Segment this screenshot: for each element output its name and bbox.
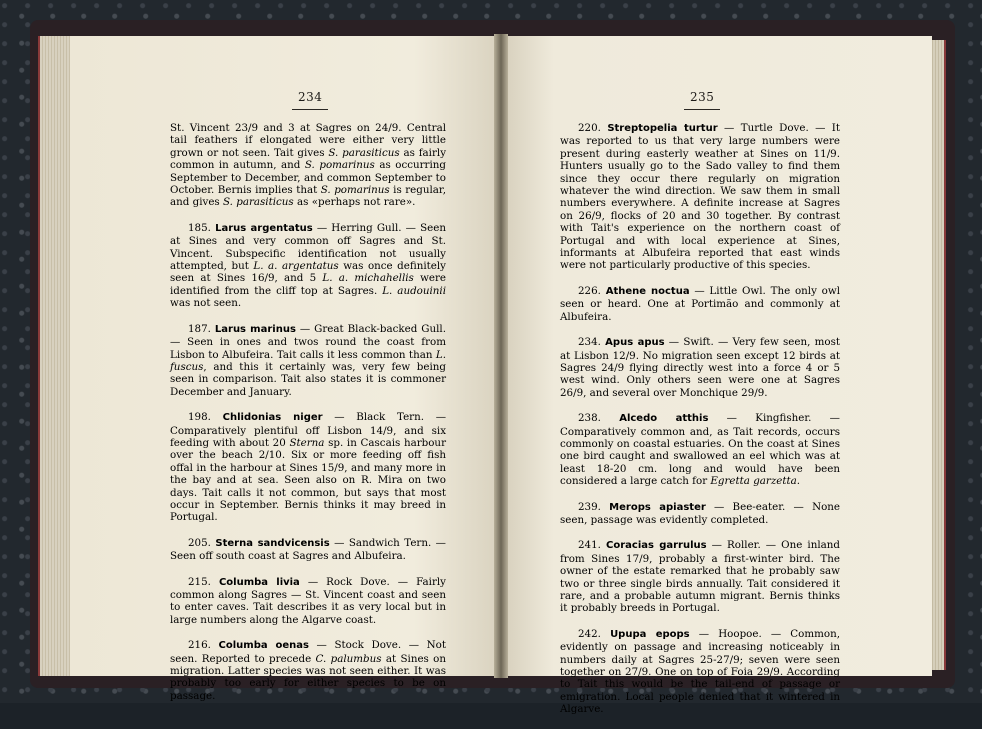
species-name: Columba livia bbox=[218, 576, 300, 588]
species-entry-p220 bbox=[560, 122, 840, 272]
page-number: 234 bbox=[298, 90, 323, 104]
page-number: 235 bbox=[690, 90, 715, 104]
species-name: Coracias garrulus bbox=[606, 540, 707, 552]
italic-taxon: L. a. argentatus bbox=[253, 260, 339, 273]
species-entry-p198 bbox=[170, 411, 446, 524]
page-edges-left bbox=[38, 36, 74, 676]
entry-text: , and this it certainly was, very few being seen in comparison. Tait also states it is commoner December and January. bbox=[170, 360, 446, 398]
entry-text: was not seen. bbox=[170, 297, 242, 310]
italic-taxon: L. a. michahellis bbox=[322, 272, 414, 285]
species-name: Athene noctua bbox=[605, 285, 690, 297]
entry-text: — Roller. — One inland from Sines 17/9, probably a first-winter bird. The owner of the estate remarked that he probably saw two or three single birds annually. Tait considered it rare, and a probable autumn migrant. Bernis thinks it probably breeds in Portugal. bbox=[560, 539, 840, 615]
species-entry-p241 bbox=[560, 539, 840, 614]
entry-text: as occurring September to December, and common September to October. Bernis implies that bbox=[170, 159, 446, 197]
species-entry-p205 bbox=[170, 537, 446, 563]
entry-text: 215. bbox=[188, 575, 219, 588]
species-name: Larus marinus bbox=[214, 323, 296, 335]
species-name: Merops apiaster bbox=[609, 501, 706, 513]
entry-text: 242. bbox=[578, 627, 611, 640]
entry-text: 239. bbox=[578, 500, 610, 513]
right-page-text bbox=[560, 122, 840, 729]
species-name: Alcedo atthis bbox=[619, 413, 709, 425]
italic-taxon: S. parasiticus bbox=[328, 146, 400, 159]
species-entry-p238 bbox=[560, 412, 840, 487]
italic-taxon: S. parasiticus bbox=[223, 196, 294, 209]
entry-text: 234. bbox=[578, 336, 606, 349]
entry-text: — Little Owl. The only owl seen or heard. One at Portimão and commonly at Albufeira. bbox=[560, 284, 840, 323]
species-name: Sterna sandvicensis bbox=[215, 537, 330, 549]
entry-text: were identified from the cliff top at Sagres. bbox=[170, 272, 446, 297]
page-edges-right bbox=[930, 40, 946, 670]
entry-text: at Sines on migration. Latter species was not seen either. It was probably too early for either species to be on passage. bbox=[170, 652, 446, 702]
italic-taxon: Sterna bbox=[289, 436, 325, 449]
italic-taxon: S. pomarinus bbox=[320, 184, 390, 197]
species-name: Chlidonias niger bbox=[222, 412, 323, 424]
species-name: Columba oenas bbox=[218, 640, 309, 652]
book-gutter bbox=[494, 34, 508, 678]
species-entry-p187 bbox=[170, 323, 446, 398]
entry-text: 241. bbox=[578, 539, 606, 552]
entry-text: 238. bbox=[578, 412, 620, 425]
entry-text: 185. bbox=[188, 221, 216, 234]
entry-text: — Bee-eater. — None seen, passage was evidently completed. bbox=[560, 500, 841, 526]
entry-text: — Hoopoe. — Common, evidently on passage and increasing noticeably in numbers daily at Sagres 25-27/9; seven were seen together on 27/9. One on top of Foia 29/9. According to Tait this would be the tail-end of passage or emigration. Local people denied that it wintered in Algarve. bbox=[560, 627, 840, 716]
species-name: Apus apus bbox=[605, 337, 665, 349]
species-name: Larus argentatus bbox=[215, 222, 313, 234]
species-entry-p185 bbox=[170, 222, 446, 310]
entry-text: . bbox=[796, 475, 801, 488]
left-page-text bbox=[170, 122, 446, 715]
italic-taxon: L. audouinii bbox=[382, 284, 447, 297]
entry-text: 187. bbox=[188, 322, 215, 335]
entry-text: — Swift. — Very few seen, most at Lisbon 12/9. No migration seen except 12 birds at Sagres 24/9 flying directly west into a force 4 or 5 west wind. Only others seen were one at Sagres 26/9, and several over Monchique 29/9. bbox=[560, 336, 840, 399]
entry-text: 226. bbox=[578, 284, 606, 297]
entry-text: 198. bbox=[188, 411, 223, 424]
species-name: Upupa epops bbox=[610, 628, 690, 640]
entry-text: — Turtle Dove. — It was reported to us that very large numbers were present during easterly weather at Sines on 11/9. Hunters usually go to the Sado valley to find them since they occur there regularly on migration whatever the wind direction. We saw them in small numbers everywhere. A definite increase at Sagres on 26/9, flocks of 20 and 30 together. By contrast with Tait's experience on the northern coast of Portugal and with local experience at Sines, informants at Albufeira reported that east winds were not particularly productive of this species. bbox=[560, 122, 841, 272]
entry-text: as «perhaps not rare». bbox=[293, 196, 416, 209]
entry-text: 216. bbox=[188, 639, 219, 652]
italic-taxon: S. pomarinus bbox=[304, 159, 375, 172]
species-entry-p234 bbox=[560, 336, 840, 399]
species-entry-p0 bbox=[170, 122, 446, 209]
entry-text: sp. in Cascais harbour over the beach 2/10. Six or more feeding off fish offal in the harbour at Sines 15/9, and many more in the bay and at sea. Seen also on R. Mira on two days. Tait calls it not common, but says that most occur in September. Bernis thinks it may breed in Portugal. bbox=[170, 436, 446, 524]
italic-taxon: L. fuscus bbox=[170, 348, 446, 373]
entry-text: was once definitely seen at Sines 16/9, and 5 bbox=[170, 260, 446, 285]
italic-taxon: C. palumbus bbox=[315, 652, 382, 665]
entry-text: St. Vincent 23/9 and 3 at Sagres on 24/9. Central tail feathers if elongated were either very little grown or not seen. Tait gives bbox=[170, 122, 446, 159]
species-entry-p216 bbox=[170, 639, 446, 702]
species-entry-p242 bbox=[560, 628, 840, 716]
entry-text: — Stock Dove. — Not seen. Reported to precede bbox=[170, 639, 446, 665]
italic-taxon: Egretta garzetta bbox=[710, 475, 797, 488]
species-entry-p215 bbox=[170, 576, 446, 627]
entry-text: as fairly common in autumn, and bbox=[170, 146, 447, 172]
entry-text: — Kingfisher. — Comparatively common and, as Tait records, occurs commonly on coastal estuaries. On the coast at Sines one bird caught and swallowed an eel which was at least 18-20 cm. long and would have been considered a large catch for bbox=[560, 412, 840, 488]
entry-text: — Great Black-backed Gull. — Seen in ones and twos round the coast from Lisbon to Albufeira. Tait calls it less common than bbox=[170, 322, 446, 361]
species-entry-p226 bbox=[560, 285, 840, 323]
entry-text: — Herring Gull. — Seen at Sines and very common off Sagres and St. Vincent. Subspecific identification not usually attempted, but bbox=[170, 221, 446, 273]
entry-text: 220. bbox=[578, 122, 608, 134]
entry-text: — Sandwich Tern. — Seen off south coast at Sagres and Albufeira. bbox=[170, 536, 446, 563]
species-name: Streptopelia turtur bbox=[607, 123, 718, 134]
species-entry-p239 bbox=[560, 501, 840, 527]
entry-text: 205. bbox=[188, 536, 216, 549]
entry-text: is regular, and gives bbox=[170, 184, 446, 209]
entry-text: — Black Tern. — Comparatively plentiful off Lisbon 14/9, and six feeding with about 20 bbox=[170, 411, 446, 449]
entry-text: — Rock Dove. — Fairly common along Sagres — St. Vincent coast and seen to enter caves. Tait describes it as very local but in large numbers along the Algarve coast. bbox=[170, 575, 446, 626]
